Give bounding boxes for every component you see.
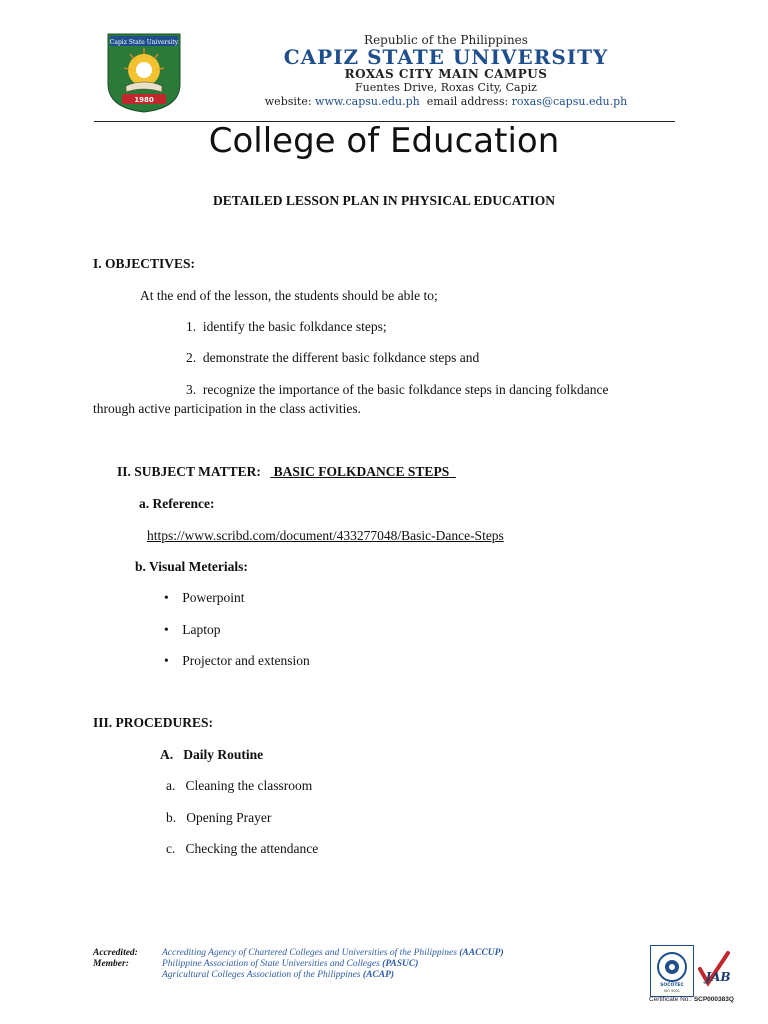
objective-number: 1. (186, 319, 197, 334)
routine-letter: b. (166, 810, 177, 825)
website-link[interactable]: www.capsu.edu.ph (315, 95, 420, 108)
routine-item (166, 778, 312, 794)
objective-item-1 (186, 319, 387, 335)
objective-number: 2. (186, 350, 197, 365)
footer-org-aaccup: Accrediting Agency of Chartered Colleges and Universities of the Philippines (AACCUP) (162, 948, 504, 958)
section-title: Daily Routine (183, 747, 264, 762)
objective-item-3 (186, 382, 608, 398)
routine-letter: c. (166, 841, 176, 856)
email-link[interactable]: roxas@capsu.edu.ph (511, 95, 628, 108)
bullet: • (164, 622, 169, 637)
reference-link[interactable]: https://www.scribd.com/document/433277048/Basic-Dance-Steps (147, 528, 504, 543)
procedures-heading: III. PROCEDURES: (93, 715, 214, 730)
material-text: Powerpoint (182, 590, 245, 605)
daily-routine-heading (160, 747, 263, 763)
lesson-plan-title: DETAILED LESSON PLAN IN PHYSICAL EDUCATION (213, 193, 555, 208)
university-name: CAPIZ STATE UNIVERSITY (283, 45, 609, 69)
routine-item (166, 841, 318, 857)
bullet: • (164, 590, 169, 605)
material-item (164, 590, 244, 606)
objectives-intro: At the end of the lesson, the students should be able to; (140, 288, 438, 303)
svg-text:JAB: JAB (705, 970, 731, 984)
routine-letter: a. (166, 778, 176, 793)
routine-text: Opening Prayer (186, 810, 272, 825)
logo-text: Capiz State University (109, 39, 179, 46)
svg-text:SOCOTEC: SOCOTEC (660, 983, 684, 988)
material-item (164, 653, 310, 669)
logo-year: 1980 (134, 96, 154, 104)
jab-accreditation-logo (696, 949, 732, 989)
certificate-number: Certificate No.: SCP000383Q (649, 996, 734, 1003)
material-text: Projector and extension (182, 653, 310, 668)
routine-text: Cleaning the classroom (185, 778, 313, 793)
reference-heading: a. Reference: (139, 496, 215, 511)
email-label: email address: (426, 95, 509, 108)
routine-text: Checking the attendance (185, 841, 319, 856)
objectives-heading: I. OBJECTIVES: (93, 256, 196, 271)
objective-item-3-continued: through active participation in the class activities. (93, 401, 362, 416)
university-logo (106, 32, 182, 114)
campus-address: Fuentes Drive, Roxas City, Capiz (355, 81, 537, 94)
material-text: Laptop (182, 622, 221, 637)
footer-org-pasuc: Philippine Association of State Universities and Colleges (PASUC) (162, 959, 419, 969)
objective-item-2 (186, 350, 479, 366)
section-letter: A. (160, 747, 174, 762)
visual-materials-heading: b. Visual Meterials: (135, 559, 248, 574)
svg-text:ISO 9001: ISO 9001 (663, 989, 681, 993)
bullet: • (164, 653, 169, 668)
footer-org-acap: Agricultural Colleges Association of the Philippines (ACAP) (162, 970, 395, 980)
subject-matter-heading (117, 464, 456, 480)
website-label: website: (264, 95, 312, 108)
objective-number: 3. (186, 382, 197, 397)
subject-heading-label: II. SUBJECT MATTER: (117, 464, 261, 479)
college-title: College of Education (208, 121, 560, 161)
socotec-certification-logo (650, 945, 694, 997)
objective-text: identify the basic folkdance steps; (202, 319, 387, 334)
material-item (164, 622, 220, 638)
contact-line (216, 95, 676, 108)
objective-text: recognize the importance of the basic folkdance steps in dancing folkdance (202, 382, 609, 397)
subject-title: BASIC FOLKDANCE STEPS (273, 464, 450, 479)
republic-line: Republic of the Philippines (364, 33, 528, 47)
campus-name: ROXAS CITY MAIN CAMPUS (344, 67, 548, 81)
accredited-label: Accredited: (93, 948, 138, 958)
objective-text: demonstrate the different basic folkdance steps and (202, 350, 480, 365)
socotec-seal-icon (651, 946, 693, 996)
routine-item (166, 810, 271, 826)
member-label: Member: (93, 959, 129, 969)
